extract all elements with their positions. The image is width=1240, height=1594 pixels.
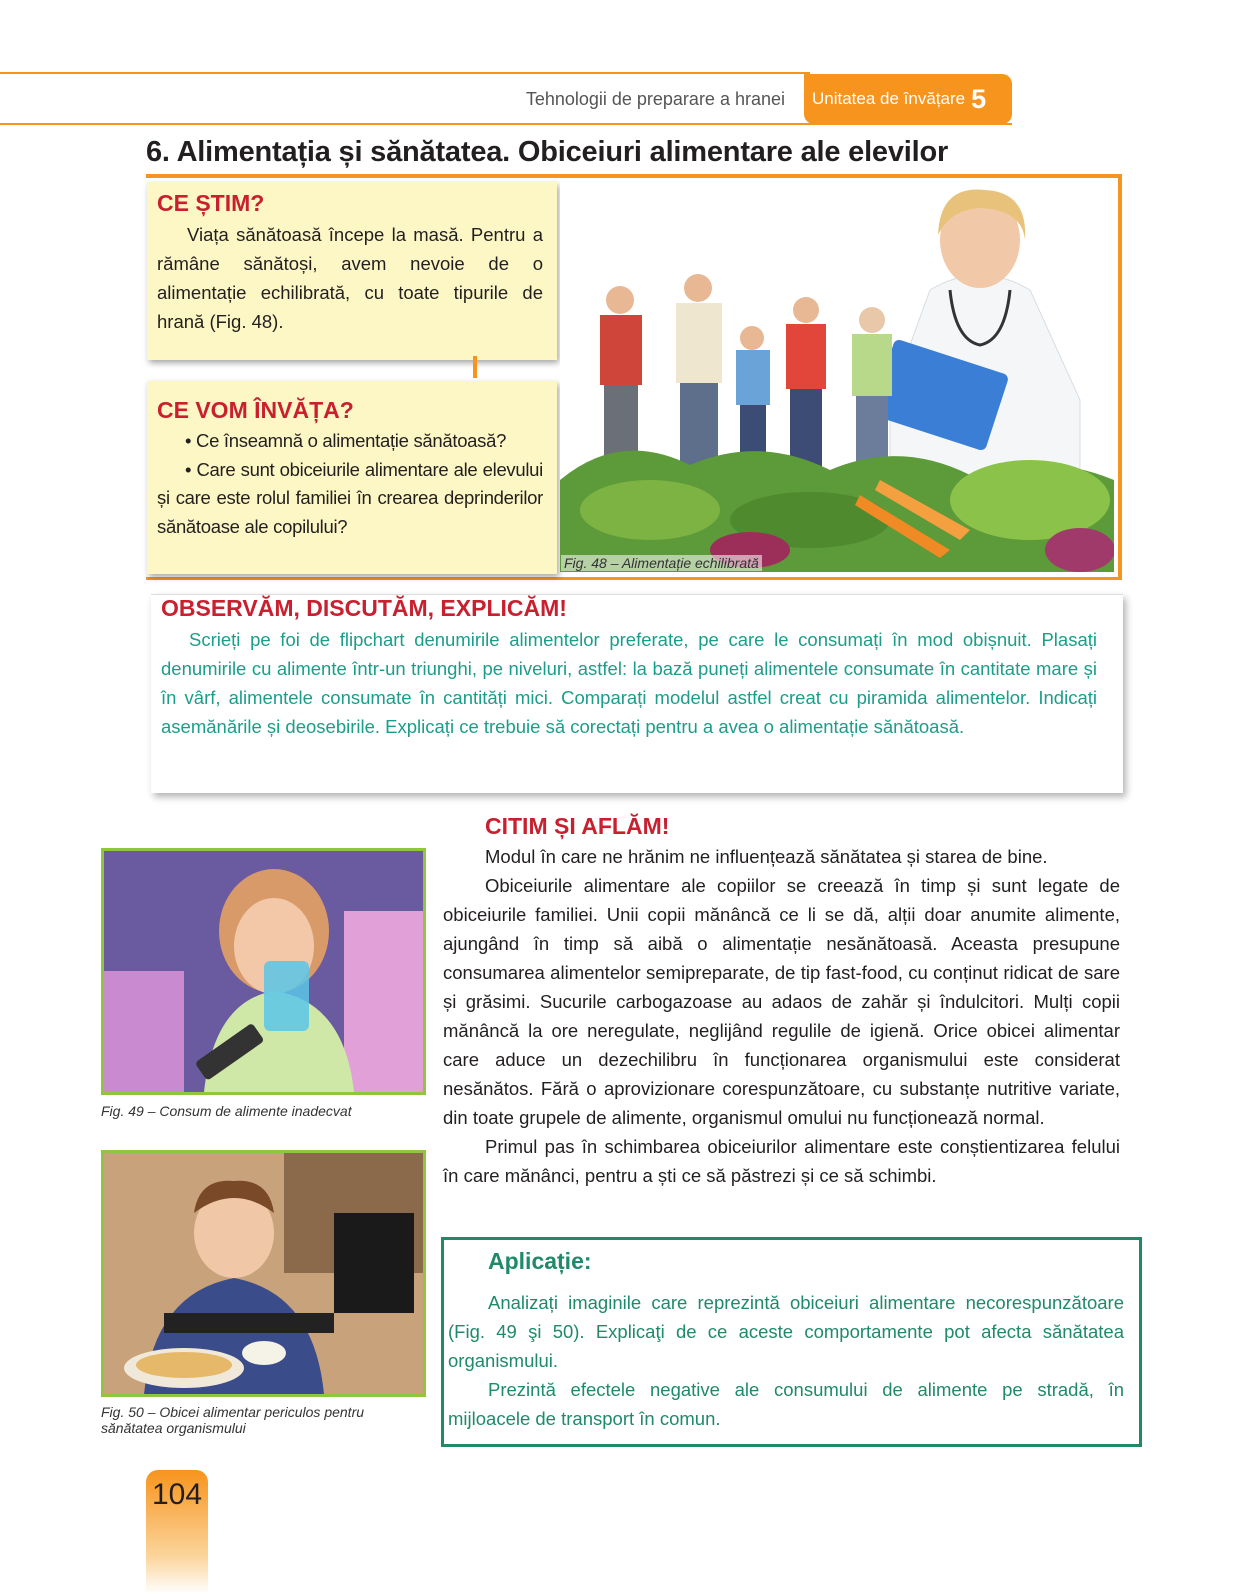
citim-paragraph: Modul în care ne hrănim ne influențează sănătatea și starea de bine. xyxy=(485,846,1048,867)
ce-vom-invata-box xyxy=(147,381,557,574)
aplicatie-text xyxy=(448,1288,1124,1433)
citim-paragraph: Obiceiurile alimentare ale copiilor se creează în timp și sunt legate de obiceiurile familiei. Unii copii mănâncă ce li se dă, alții doar anumite alimente, ajungând în timp să aibă o alimentație nesănătoasă. Aceasta presupune consumarea alimentelor semipreparate, de tip fast-food, cu conținut ridicat de sare și grăsimi. Sucurile carbogazoase au adaos de zahăr și îndulcitori. Mulți copii mănâncă la ore neregulate, neglijând regulile de igienă. Orice obicei alimentar care aduce un dezechilibru în funcționarea organismului este considerat nesănătos. Fără o aprovizionare corespunzătoare, cu substanțe nutritive variate, din toate grupele de alimente, organismul omului nu funcționează normal. xyxy=(443,875,1120,1128)
fig50-photo xyxy=(101,1150,426,1397)
unit-label: Unitatea de învățare xyxy=(812,89,966,108)
citim-heading: CITIM ȘI AFLĂM! xyxy=(485,813,670,839)
ce-stim-box xyxy=(147,182,557,360)
fig50-caption-line: Fig. 50 – Obicei alimentar periculos pentru xyxy=(101,1404,365,1420)
observam-box xyxy=(151,594,1123,793)
fig48-image xyxy=(560,180,1114,572)
unit-number: 5 xyxy=(971,83,987,114)
observam-text: Scrieți pe foi de flipchart denumirile alimentelor preferate, pe care le consumați în mod obișnuit. Plasați denumirile cu alimente într-un triunghi, pe niveluri, astfel: la bază puneți alimentele consumate în cantitate mare și în vârf, alimentele consumate în cantități mici. Comparați modelul astfel creat cu piramida alimentelor. Indicați asemănările și deosebirile. Explicați ce trebuie să corectați pentru a avea o alimentație sănătoasă. xyxy=(161,629,1097,737)
connector xyxy=(473,356,477,378)
aplicatie-paragraph: Prezintă efectele negative ale consumului de alimente pe stradă, în mijloacele de transport în comun. xyxy=(448,1379,1124,1429)
fig50-caption-line: sănătatea organismului xyxy=(101,1420,246,1436)
list-item: • Care sunt obiceiurile alimentare ale elevului și care este rolul familiei în crearea deprinderilor sănătoase ale copilului? xyxy=(157,458,543,537)
page-number: 104 xyxy=(152,1478,203,1511)
fig49-photo xyxy=(101,848,426,1095)
fig48-illustration xyxy=(560,180,1114,572)
aplicatie-paragraph: Analizați imaginile care reprezintă obiceiuri alimentare necorespunzătoare (Fig. 49 şi 50). Explicaţi de ce aceste comportamente pot afecta sănătatea organismului. xyxy=(448,1292,1124,1371)
header-rule-top xyxy=(0,72,810,74)
ce-stim-text: Viața sănătoasă începe la masă. Pentru a rămâne sănătoși, avem nevoie de o alimentație echilibrată, cu toate tipurile de hrană (Fig. 48). xyxy=(157,224,543,332)
citim-paragraph: Primul pas în schimbarea obiceiurilor alimentare este conștientizarea felului în care mănânci, pentru a ști ce să păstrezi și ce să schimbi. xyxy=(443,1136,1120,1186)
aplicatie-box xyxy=(441,1237,1142,1447)
ce-stim-heading: CE ȘTIM? xyxy=(157,190,265,216)
fig49-caption: Fig. 49 – Consum de alimente inadecvat xyxy=(101,1103,352,1119)
page-title: 6. Alimentația și sănătatea. Obiceiuri alimentare ale elevilor xyxy=(146,136,949,168)
ce-vom-list xyxy=(157,427,543,541)
list-item: • Ce înseamnă o alimentație sănătoasă? xyxy=(185,430,507,451)
fig49-illustration xyxy=(104,851,423,1092)
aplicatie-heading: Aplicație: xyxy=(488,1248,592,1274)
fig48-caption: Fig. 48 – Alimentație echilibrată xyxy=(561,555,762,571)
citim-text xyxy=(443,842,1120,1190)
ce-vom-heading: CE VOM ÎNVĂȚA? xyxy=(157,397,354,423)
observam-heading: OBSERVĂM, DISCUTĂM, EXPLICĂM! xyxy=(161,595,567,621)
header-subject: Tehnologii de preparare a hranei xyxy=(525,89,785,109)
unit-tab xyxy=(804,74,1012,124)
fig50-caption xyxy=(101,1404,364,1436)
fig50-illustration xyxy=(104,1153,423,1394)
